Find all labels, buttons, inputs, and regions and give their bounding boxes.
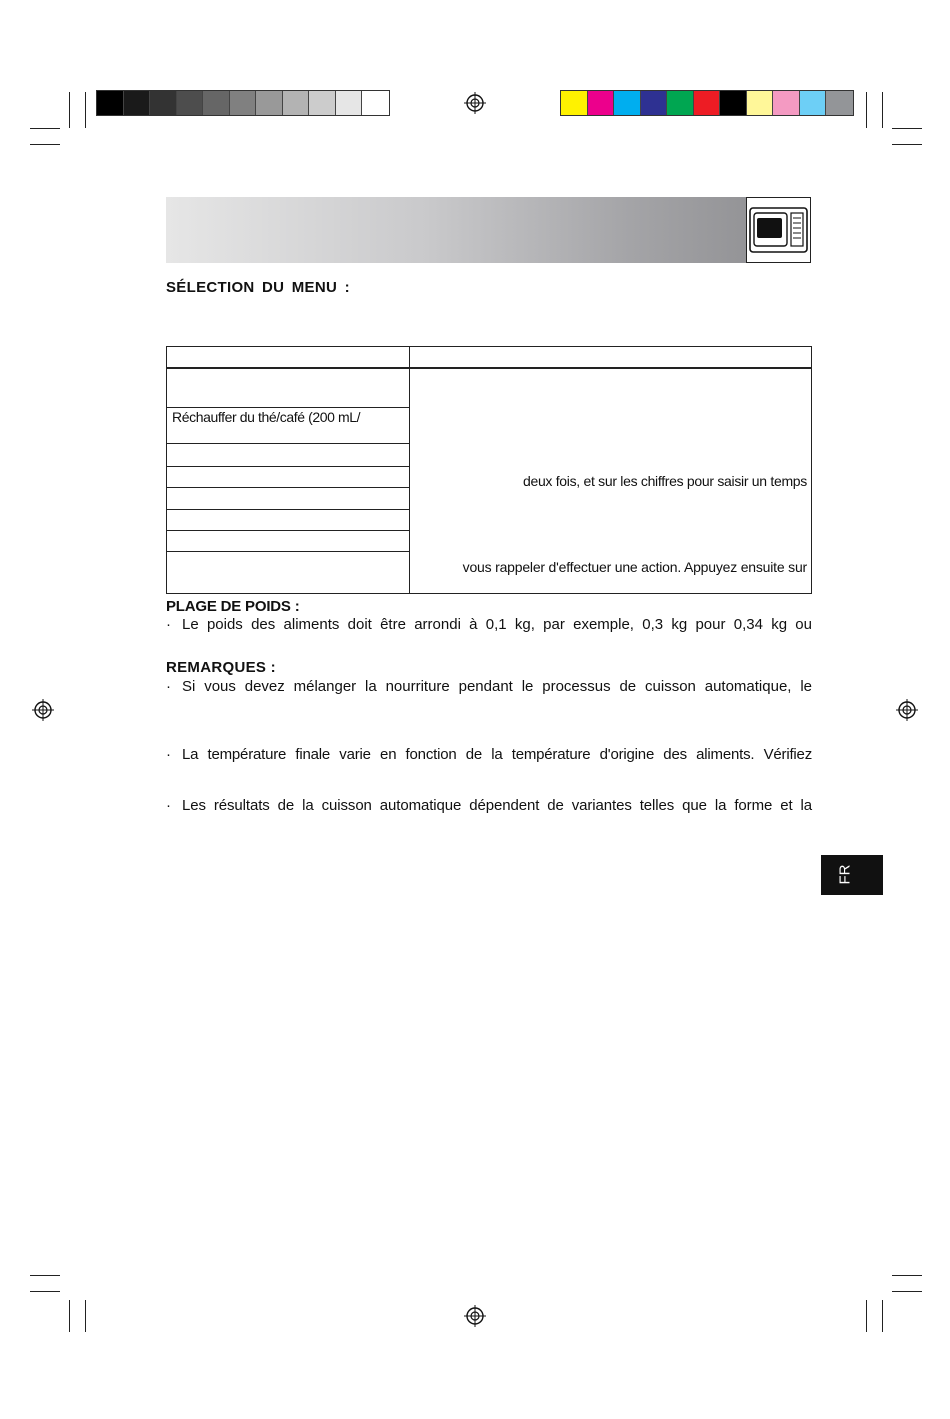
microwave-icon (747, 198, 810, 262)
color-swatch (800, 91, 827, 115)
crop-mark (30, 1291, 60, 1292)
list-item-text: Les résultats de la cuisson automatique dépendent de variantes telles que la forme et la (182, 797, 812, 814)
remarks-heading: REMARQUES : (166, 659, 276, 676)
crop-mark (882, 92, 883, 128)
microwave-icon-box (746, 197, 811, 263)
registration-target-icon (464, 92, 486, 114)
list-item-text: Le poids des aliments doit être arrondi à 0,1 kg, par exemple, 0,3 kg pour 0,34 kg ou (182, 616, 812, 633)
color-swatch (747, 91, 774, 115)
crop-mark (882, 1300, 883, 1332)
table-header-line (167, 367, 811, 369)
table-row-line (167, 407, 409, 408)
color-swatch (203, 91, 230, 115)
grayscale-color-bar (96, 90, 390, 116)
weight-range-heading: PLAGE DE POIDS : (166, 598, 300, 615)
color-swatch (124, 91, 151, 115)
list-item-text: La température finale varie en fonction de la température d'origine des aliments. Vérifiez (182, 746, 812, 763)
color-swatch (97, 91, 124, 115)
table-row-line (167, 509, 409, 510)
crop-mark (892, 1291, 922, 1292)
color-swatch (641, 91, 668, 115)
color-swatch (336, 91, 363, 115)
section-banner (166, 197, 746, 263)
color-swatch (362, 91, 389, 115)
crop-mark (30, 128, 60, 129)
color-swatch (561, 91, 588, 115)
table-row-line (167, 487, 409, 488)
registration-target-icon (464, 1305, 486, 1327)
crop-mark (866, 92, 867, 128)
color-swatch (588, 91, 615, 115)
registration-target-icon (896, 699, 918, 721)
language-tab (821, 855, 883, 895)
color-swatch (773, 91, 800, 115)
crop-mark (85, 1300, 86, 1332)
color-swatch (256, 91, 283, 115)
process-color-bar (560, 90, 854, 116)
crop-mark (30, 1275, 60, 1276)
crop-mark (30, 144, 60, 145)
menu-selection-heading: SÉLECTION DU MENU : (166, 279, 350, 296)
color-swatch (177, 91, 204, 115)
table-row-line (167, 551, 409, 552)
table-row-line (167, 466, 409, 467)
crop-mark (892, 1275, 922, 1276)
color-swatch (720, 91, 747, 115)
crop-mark (866, 1300, 867, 1332)
color-swatch (614, 91, 641, 115)
table-cell: deux fois, et sur les chiffres pour saisir un temps (522, 473, 807, 489)
color-swatch (694, 91, 721, 115)
table-row-line (167, 530, 409, 531)
crop-mark (69, 92, 70, 128)
registration-target-icon (32, 699, 54, 721)
color-swatch (667, 91, 694, 115)
table-cell: vous rappeler d'effectuer une action. Appuyez ensuite sur (462, 559, 807, 575)
color-swatch (230, 91, 257, 115)
table-cell: Réchauffer du thé/café (200 mL/ (172, 409, 361, 425)
color-swatch (826, 91, 853, 115)
table-column-divider (409, 347, 410, 593)
crop-mark (69, 1300, 70, 1332)
crop-mark (85, 92, 86, 128)
language-tab-label: FR (836, 864, 854, 885)
list-item-text: Si vous devez mélanger la nourriture pendant le processus de cuisson automatique, le (182, 678, 812, 695)
color-swatch (283, 91, 310, 115)
table-row-line (167, 443, 409, 444)
crop-mark (892, 128, 922, 129)
auto-menu-table (166, 346, 812, 594)
crop-mark (892, 144, 922, 145)
color-swatch (150, 91, 177, 115)
color-swatch (309, 91, 336, 115)
